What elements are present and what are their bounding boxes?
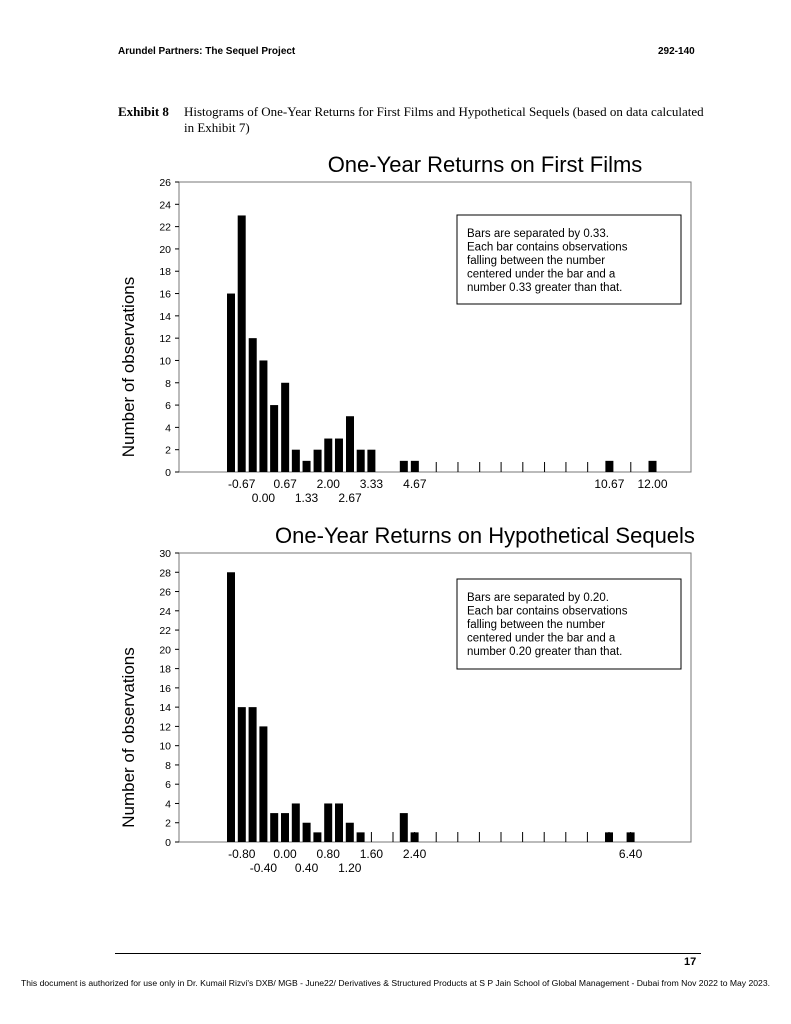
annotation-text: Bars are separated by 0.20. xyxy=(467,592,609,604)
x-tick-label: 1.33 xyxy=(294,491,319,505)
y-tick-label: 20 xyxy=(159,644,171,657)
annotation-text: centered under the bar and a xyxy=(467,268,616,281)
y-axis-title: Number of observations xyxy=(119,647,138,828)
y-tick-label: 16 xyxy=(159,288,171,301)
y-tick-label: 26 xyxy=(159,177,171,189)
chart-title: One-Year Returns on First Films xyxy=(327,152,643,177)
y-tick-label: 30 xyxy=(159,548,171,560)
histogram-bar xyxy=(238,707,246,842)
histogram-bar xyxy=(346,416,354,472)
histogram-bar xyxy=(324,439,332,472)
x-tick-label: -0.80 xyxy=(228,847,256,861)
histogram-bar xyxy=(227,294,235,472)
histogram-bar xyxy=(400,461,408,472)
exhibit-caption: Histograms of One-Year Returns for First Films and Hypothetical Sequels (based on data calculated in Exhibit 7) xyxy=(184,104,704,135)
y-tick-label: 8 xyxy=(165,759,171,772)
y-tick-label: 22 xyxy=(159,221,171,234)
x-tick-label: 0.00 xyxy=(273,847,297,861)
y-tick-label: 10 xyxy=(159,355,171,368)
x-tick-label: 2.40 xyxy=(402,847,427,861)
y-tick-label: 20 xyxy=(159,243,171,256)
y-tick-label: 22 xyxy=(159,625,171,638)
x-tick-label: 12.00 xyxy=(637,477,668,491)
x-tick-label: 2.67 xyxy=(338,491,362,505)
y-tick-label: 18 xyxy=(159,663,171,676)
histogram-bar xyxy=(303,823,311,842)
x-tick-label: 1.60 xyxy=(359,847,384,861)
histogram-bar xyxy=(367,450,375,472)
histogram-bar xyxy=(357,450,365,472)
y-tick-label: 26 xyxy=(159,586,171,599)
histogram-bar xyxy=(227,572,235,842)
y-tick-label: 16 xyxy=(159,682,171,695)
histogram-bar xyxy=(281,383,289,472)
x-tick-label: -0.67 xyxy=(228,477,256,491)
annotation-text: falling between the number xyxy=(467,619,606,631)
x-tick-label: 0.67 xyxy=(273,477,297,491)
histogram-bar xyxy=(335,803,343,842)
histogram-bar xyxy=(411,832,419,842)
annotation-text: Each bar contains observations xyxy=(467,241,628,254)
histogram-bar xyxy=(270,405,278,472)
histogram-bar xyxy=(605,461,613,472)
x-tick-label: 0.40 xyxy=(294,861,319,875)
histogram-bar xyxy=(627,832,635,842)
y-axis-title: Number of observations xyxy=(119,276,138,458)
histogram-bar xyxy=(411,461,419,472)
histogram-bar xyxy=(313,832,321,842)
x-tick-label: -0.40 xyxy=(249,861,278,875)
x-tick-label: 3.33 xyxy=(359,477,384,491)
annotation-text: centered under the bar and a xyxy=(467,632,616,645)
histogram-bar xyxy=(314,450,322,472)
x-tick-label: 0.80 xyxy=(316,847,340,861)
y-tick-label: 14 xyxy=(159,702,171,715)
histogram-bar xyxy=(281,813,289,842)
annotation-text: number 0.20 greater than that. xyxy=(467,646,623,658)
x-tick-label: 2.00 xyxy=(316,477,340,491)
y-tick-label: 24 xyxy=(159,199,171,212)
exhibit-label: Exhibit 8 xyxy=(118,104,169,119)
annotation-text: Each bar contains observations xyxy=(467,605,628,618)
annotation-text: falling between the number xyxy=(467,255,606,267)
histogram-bar xyxy=(249,707,257,842)
histogram-bar xyxy=(259,726,267,842)
x-tick-label: 4.67 xyxy=(403,477,427,491)
y-tick-label: 6 xyxy=(165,400,171,413)
histogram-bar xyxy=(270,813,278,842)
histogram-bar xyxy=(400,813,408,842)
y-tick-label: 2 xyxy=(165,817,171,830)
annotation-text: Bars are separated by 0.33. xyxy=(467,228,609,240)
y-tick-label: 4 xyxy=(165,422,171,435)
x-tick-label: 6.40 xyxy=(618,847,643,861)
footer-divider xyxy=(115,953,701,954)
histogram-bar xyxy=(292,803,300,842)
y-tick-label: 4 xyxy=(165,798,171,811)
y-tick-label: 28 xyxy=(159,567,171,580)
y-tick-label: 6 xyxy=(165,779,171,792)
x-tick-label: 10.67 xyxy=(594,477,625,491)
y-tick-label: 8 xyxy=(165,377,171,390)
annotation-text: number 0.33 greater than that. xyxy=(467,282,623,294)
histogram-bar xyxy=(249,338,257,472)
chart-title: One-Year Returns on Hypothetical Sequels xyxy=(275,523,695,548)
page-number: 17 xyxy=(684,956,697,968)
y-tick-label: 14 xyxy=(159,310,171,323)
x-tick-label: 0.00 xyxy=(251,491,276,505)
y-tick-label: 0 xyxy=(165,837,171,849)
y-tick-label: 12 xyxy=(159,721,171,734)
histogram-bar xyxy=(605,832,613,842)
header-title: Arundel Partners: The Sequel Project xyxy=(118,46,296,57)
y-tick-label: 12 xyxy=(159,333,171,346)
histogram-bar xyxy=(292,450,300,472)
histogram-bar xyxy=(303,461,311,472)
y-tick-label: 24 xyxy=(159,605,171,618)
histogram-bar xyxy=(324,803,332,842)
histogram-bar xyxy=(357,832,365,842)
histogram-bar xyxy=(649,461,657,472)
y-tick-label: 18 xyxy=(159,266,171,279)
case-number: 292-140 xyxy=(658,46,695,57)
x-tick-label: 1.20 xyxy=(338,861,362,875)
histogram-bar xyxy=(259,360,267,472)
histogram-bar xyxy=(335,439,343,472)
authorization-notice: This document is authorized for use only in Dr. Kumail Rizvi's DXB/ MGB - June22/ Derivatives & Structured Products at S P Jain School of Global Management - Dubai from Nov 2022 to May 2023. xyxy=(20,978,770,988)
y-tick-label: 0 xyxy=(165,467,171,479)
y-tick-label: 10 xyxy=(159,740,171,753)
y-tick-label: 2 xyxy=(165,444,171,457)
histogram-bar xyxy=(238,215,246,472)
histogram-bar xyxy=(346,823,354,842)
